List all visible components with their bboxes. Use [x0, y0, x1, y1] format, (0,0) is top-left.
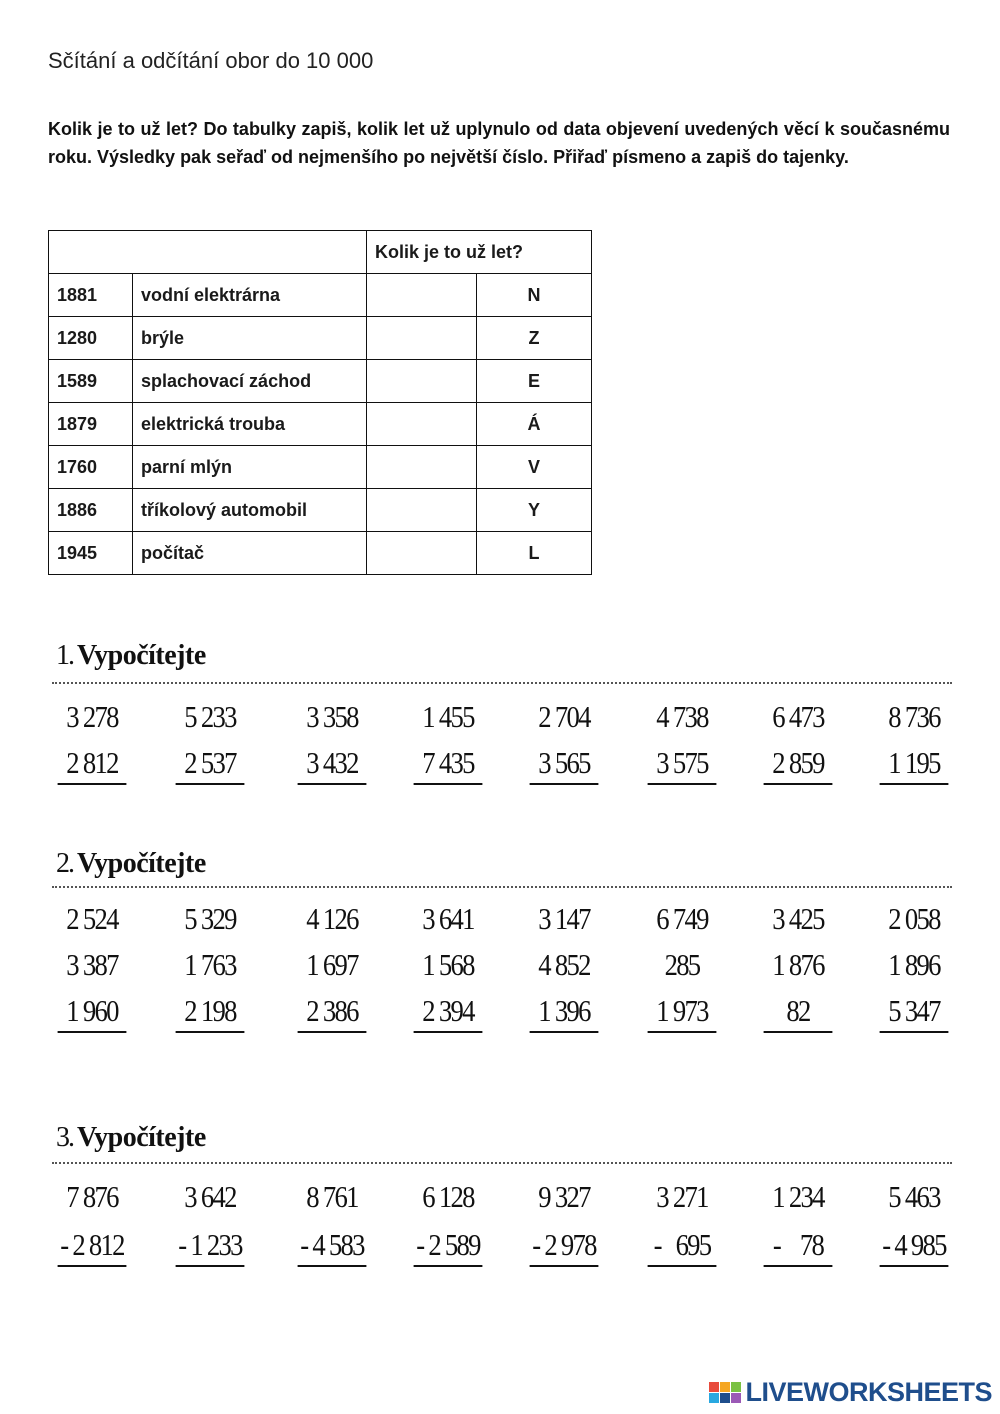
number-cell: - 695	[648, 1225, 717, 1267]
number-cell: 1 896	[888, 947, 940, 982]
number-cell: 8 736	[888, 699, 940, 734]
number-cell: - 2 812	[58, 1225, 127, 1267]
number-cell: 4 852	[538, 947, 590, 982]
number-cell: 5 347	[880, 991, 949, 1033]
year-cell: 1945	[49, 532, 133, 575]
table-row	[49, 317, 592, 360]
dotted-divider	[52, 886, 952, 888]
exercise-row	[52, 1225, 957, 1265]
years-table	[48, 230, 592, 575]
logo-squares-icon	[709, 1382, 741, 1403]
number-cell: 2 394	[414, 991, 483, 1033]
number-cell: 3 575	[648, 743, 717, 785]
number-cell: 1 763	[184, 947, 236, 982]
number-cell: 7 876	[66, 1179, 118, 1214]
number-cell: - 2 978	[530, 1225, 599, 1267]
exercise-label: Vypočítejte	[77, 1122, 206, 1153]
letter-cell: L	[477, 532, 592, 575]
number-cell: 2 058	[888, 901, 940, 936]
number-cell: - 1 233	[176, 1225, 245, 1267]
year-cell: 1881	[49, 274, 133, 317]
number-cell: 3 432	[298, 743, 367, 785]
year-cell: 1879	[49, 403, 133, 446]
number-cell: 1 195	[880, 743, 949, 785]
number-cell: 1 396	[530, 991, 599, 1033]
year-cell: 1760	[49, 446, 133, 489]
number-cell: 6 473	[772, 699, 824, 734]
letter-cell: Á	[477, 403, 592, 446]
exercise-row	[52, 945, 957, 985]
table-row	[49, 274, 592, 317]
table-row	[49, 403, 592, 446]
number-cell: 2 386	[298, 991, 367, 1033]
number-cell: 5 463	[888, 1179, 940, 1214]
item-cell: tříkolový automobil	[133, 489, 367, 532]
item-cell: brýle	[133, 317, 367, 360]
number-cell: 5 233	[184, 699, 236, 734]
item-cell: počítač	[133, 532, 367, 575]
number-cell: 3 642	[184, 1179, 236, 1214]
item-cell: vodní elektrárna	[133, 274, 367, 317]
table-row	[49, 446, 592, 489]
number-cell: 3 147	[538, 901, 590, 936]
number-cell: 3 387	[66, 947, 118, 982]
number-cell: 1 234	[772, 1179, 824, 1214]
number-cell: 2 812	[58, 743, 127, 785]
answer-cell[interactable]	[367, 532, 477, 575]
exercise-number: 2.	[56, 848, 73, 879]
exercise-row	[52, 991, 957, 1031]
answer-cell[interactable]	[367, 317, 477, 360]
number-cell: 3 641	[422, 901, 474, 936]
number-cell: 3 425	[772, 901, 824, 936]
number-cell: 1 455	[422, 699, 474, 734]
item-cell: parní mlýn	[133, 446, 367, 489]
dotted-divider	[52, 1162, 952, 1164]
number-cell: 3 278	[66, 699, 118, 734]
number-cell: 9 327	[538, 1179, 590, 1214]
item-cell: elektrická trouba	[133, 403, 367, 446]
answer-cell[interactable]	[367, 274, 477, 317]
number-cell: 4 126	[306, 901, 358, 936]
exercise-row	[52, 743, 957, 783]
number-cell: 4 738	[656, 699, 708, 734]
table-header-empty-cell	[49, 231, 367, 274]
table-row	[49, 532, 592, 575]
table-header-row	[49, 231, 592, 274]
year-cell: 1589	[49, 360, 133, 403]
exercise-label: Vypočítejte	[77, 848, 206, 879]
page-title: Sčítání a odčítání obor do 10 000	[48, 48, 374, 73]
answer-cell[interactable]	[367, 403, 477, 446]
item-cell: splachovací záchod	[133, 360, 367, 403]
number-cell: 2 859	[764, 743, 833, 785]
number-cell: 3 271	[656, 1179, 708, 1214]
number-cell: 82	[764, 991, 833, 1033]
answer-cell[interactable]	[367, 360, 477, 403]
table-row	[49, 360, 592, 403]
exercise-label: Vypočítejte	[77, 640, 206, 671]
instructions-text: Kolik je to už let? Do tabulky zapiš, kolik let už uplynulo od data objevení uvedených věcí k současnému roku. Výsledky pak seřaď od nejmenšího po největší číslo. Přiřaď písmeno a zapiš do tajenky.	[48, 119, 950, 167]
number-cell: 1 876	[772, 947, 824, 982]
number-cell: 5 329	[184, 901, 236, 936]
number-cell: 8 761	[306, 1179, 358, 1214]
number-cell: 285	[664, 947, 700, 982]
exercise-row	[52, 697, 957, 737]
liveworksheets-logo	[709, 1377, 992, 1408]
number-cell: 6 128	[422, 1179, 474, 1214]
year-cell: 1886	[49, 489, 133, 532]
number-cell: 1 960	[58, 991, 127, 1033]
number-cell: 3 358	[306, 699, 358, 734]
answer-cell[interactable]	[367, 446, 477, 489]
number-cell: 1 697	[306, 947, 358, 982]
exercise-2-heading	[56, 848, 206, 880]
number-cell: 2 537	[176, 743, 245, 785]
number-cell: 7 435	[414, 743, 483, 785]
dotted-divider	[52, 682, 952, 684]
letter-cell: N	[477, 274, 592, 317]
exercise-number: 1.	[56, 640, 73, 671]
exercise-row	[52, 1177, 957, 1217]
number-cell: 2 524	[66, 901, 118, 936]
letter-cell: Z	[477, 317, 592, 360]
brand-name: LIVEWORKSHEETS	[745, 1377, 992, 1407]
letter-cell: E	[477, 360, 592, 403]
number-cell: - 4 985	[880, 1225, 949, 1267]
number-cell: 2 198	[176, 991, 245, 1033]
letter-cell: V	[477, 446, 592, 489]
number-cell: 3 565	[530, 743, 599, 785]
answer-cell[interactable]	[367, 489, 477, 532]
number-cell: 2 704	[538, 699, 590, 734]
number-cell: - 2 589	[414, 1225, 483, 1267]
year-cell: 1280	[49, 317, 133, 360]
number-cell: 6 749	[656, 901, 708, 936]
exercise-1-heading	[56, 640, 206, 672]
exercise-3-heading	[56, 1122, 206, 1154]
number-cell: - 78	[764, 1225, 833, 1267]
number-cell: - 4 583	[298, 1225, 367, 1267]
exercise-row	[52, 899, 957, 939]
number-cell: 1 973	[648, 991, 717, 1033]
exercise-number: 3.	[56, 1122, 73, 1153]
number-cell: 1 568	[422, 947, 474, 982]
letter-cell: Y	[477, 489, 592, 532]
table-row	[49, 489, 592, 532]
table-header-label: Kolik je to už let?	[367, 231, 592, 274]
